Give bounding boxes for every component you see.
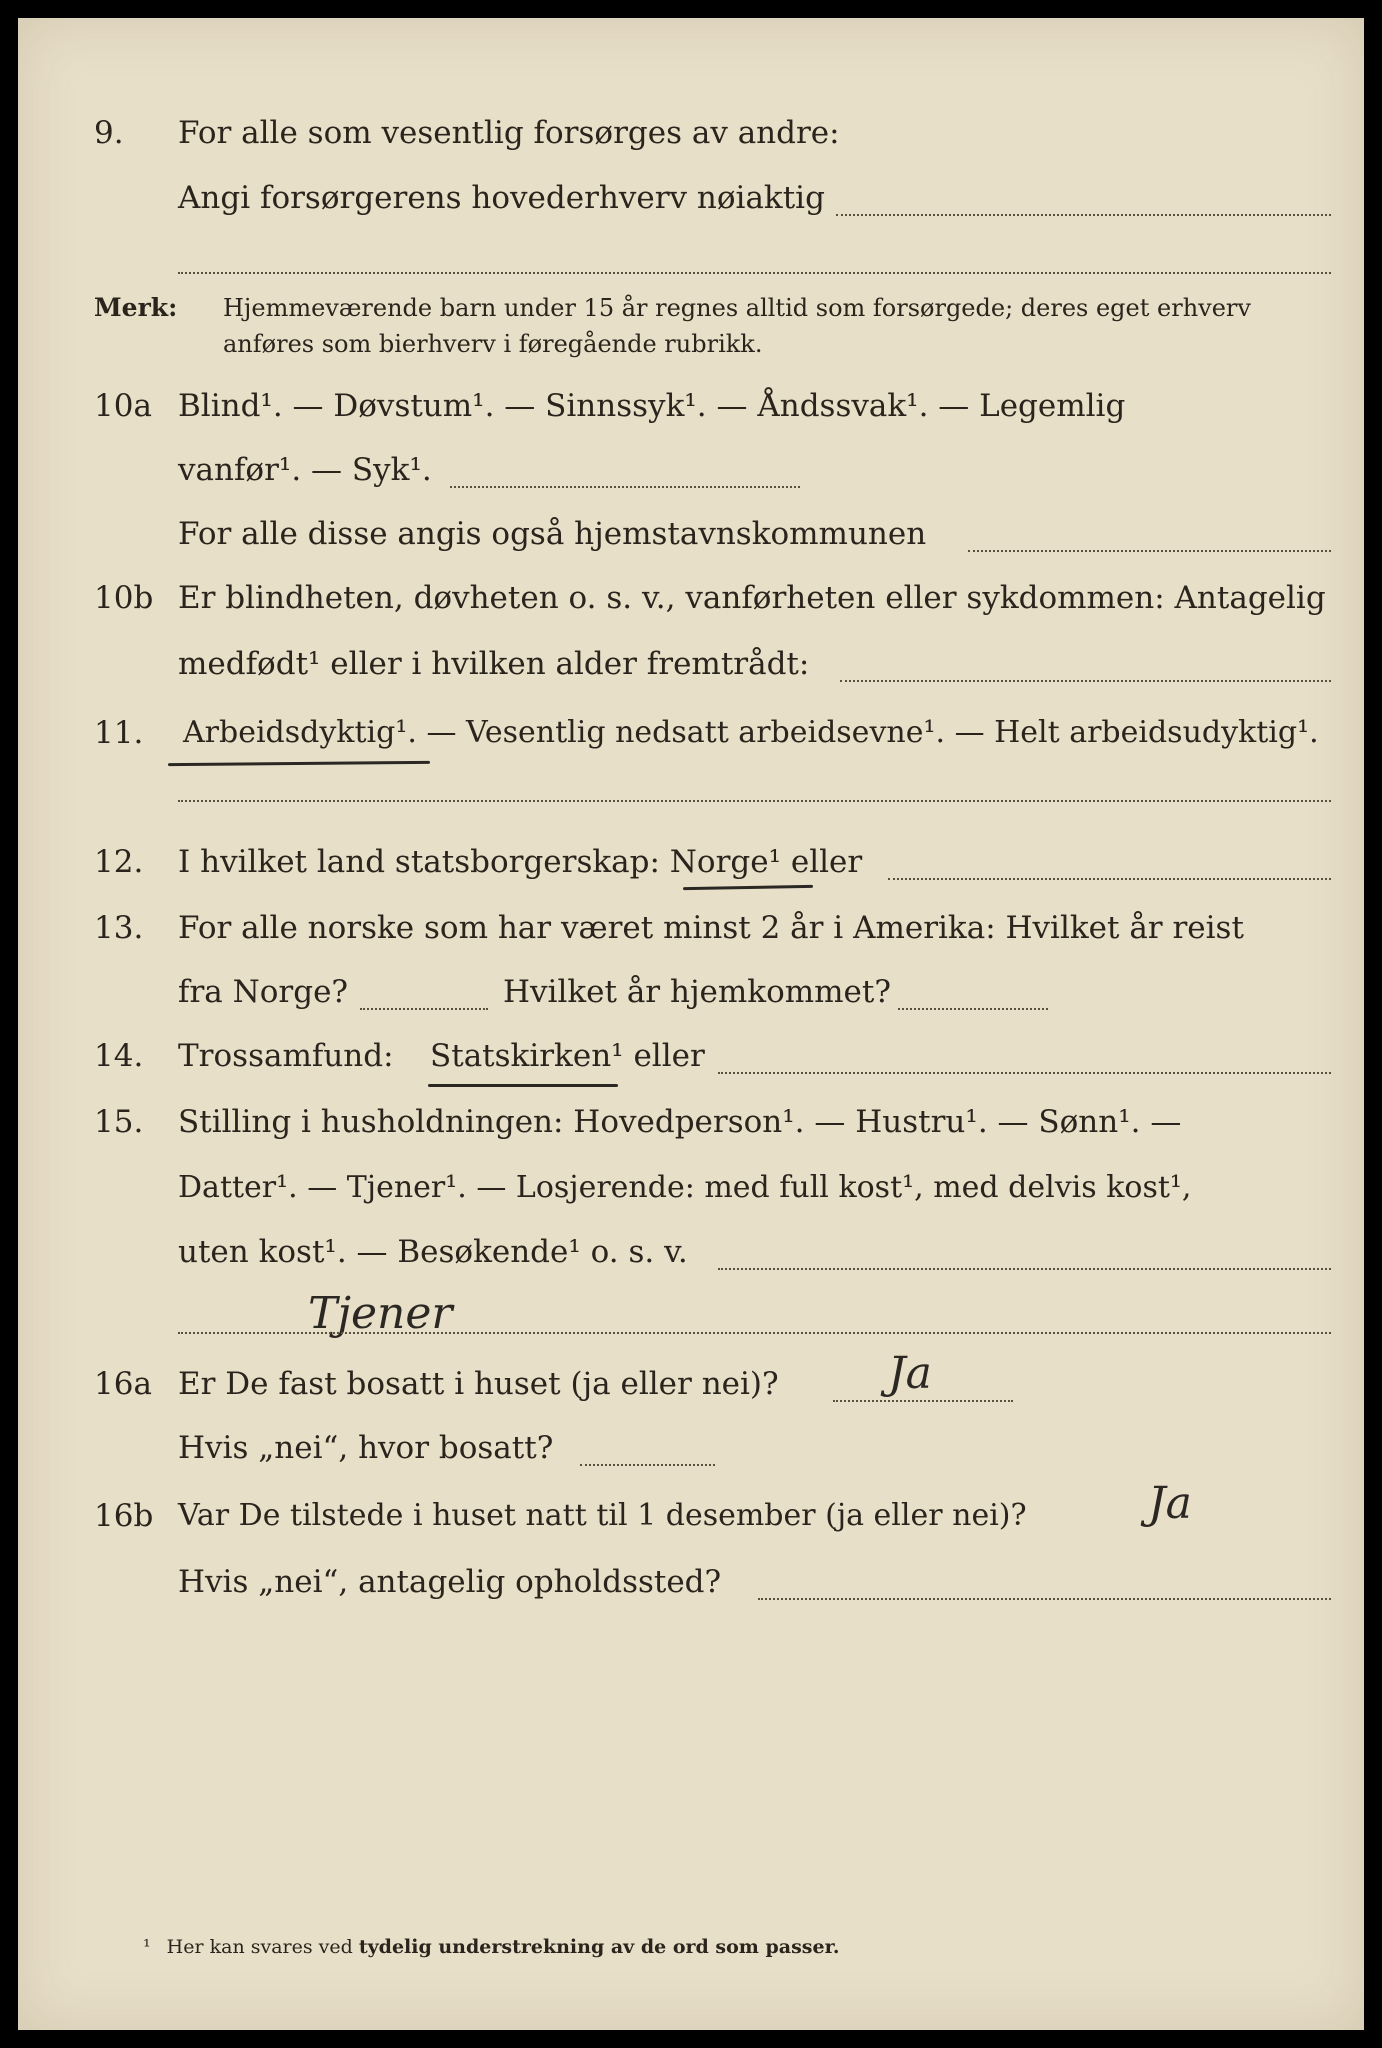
question-text: medfødt¹ eller i hvilken alder fremtrådt:	[178, 646, 810, 682]
question-text: For alle norske som har været minst 2 år i Amerika: Hvilket år reist	[178, 910, 1244, 946]
question-number: 16a	[94, 1366, 152, 1402]
question-16a-line2	[18, 1428, 1364, 1468]
question-text: Hvis „nei“, antagelig opholdssted?	[178, 1564, 722, 1600]
footnote	[143, 1936, 839, 1958]
answer-line[interactable]	[178, 1332, 1331, 1334]
question-text: I hvilket land statsborgerskap: Norge¹ eller	[178, 844, 863, 880]
answer-line[interactable]	[968, 550, 1331, 552]
answer-line[interactable]	[888, 878, 1331, 880]
question-number: 15.	[94, 1104, 144, 1140]
question-9-line2	[18, 178, 1364, 218]
question-13-line2	[18, 972, 1364, 1012]
answer-line[interactable]	[718, 1072, 1331, 1074]
answer-line[interactable]	[758, 1598, 1331, 1600]
answer-line[interactable]	[450, 486, 800, 488]
handwritten-underline	[683, 885, 813, 890]
question-number: 10b	[94, 580, 154, 616]
question-11	[18, 713, 1364, 753]
question-15-line3	[18, 1232, 1364, 1272]
question-10a-line3	[18, 514, 1364, 554]
answer-line[interactable]	[178, 272, 1331, 274]
question-16a	[18, 1364, 1364, 1404]
census-form-page	[18, 18, 1364, 2030]
footnote-mark: ¹	[143, 1936, 151, 1958]
handwritten-underline	[428, 1084, 618, 1087]
question-16b-line2	[18, 1562, 1364, 1602]
answer-line[interactable]	[898, 1008, 1048, 1010]
handwritten-answer: Ja	[888, 1348, 932, 1399]
question-text: Hvilket år hjemkommet?	[503, 974, 891, 1010]
note-label: Merk:	[94, 293, 178, 322]
handwritten-answer: Ja	[1148, 1478, 1192, 1529]
answer-line[interactable]	[718, 1268, 1331, 1270]
handwritten-underline	[168, 761, 430, 766]
question-text: Er De fast bosatt i huset (ja eller nei)?	[178, 1366, 779, 1402]
answer-line[interactable]	[833, 1400, 1013, 1402]
question-text: Arbeidsdyktig¹. — Vesentlig nedsatt arbeidsevne¹. — Helt arbeidsudyktig¹.	[183, 715, 1319, 750]
question-text: For alle disse angis også hjemstavnskommunen	[178, 516, 927, 552]
question-text: uten kost¹. — Besøkende¹ o. s. v.	[178, 1234, 688, 1270]
answer-line[interactable]	[580, 1464, 715, 1466]
note-line2	[18, 324, 1364, 364]
note-text: Hjemmeværende barn under 15 år regnes alltid som forsørgede; deres eget erhverv	[223, 294, 1251, 322]
question-text: Angi forsørgerens hovederhverv nøiaktig	[178, 180, 825, 216]
question-text: For alle som vesentlig forsørges av andre:	[178, 115, 840, 151]
question-text: Stilling i husholdningen: Hovedperson¹. — Hustru¹. — Sønn¹. —	[178, 1104, 1182, 1140]
question-15-line2	[18, 1168, 1364, 1208]
question-9	[18, 113, 1364, 153]
question-text: Er blindheten, døvheten o. s. v., vanførheten eller sykdommen: Antagelig	[178, 580, 1326, 616]
question-text: Trossamfund:	[178, 1038, 394, 1074]
note-line1	[18, 288, 1364, 328]
question-10b-line2	[18, 644, 1364, 684]
question-number: 14.	[94, 1038, 144, 1074]
question-text: fra Norge?	[178, 974, 349, 1010]
question-text: Blind¹. — Døvstum¹. — Sinnssyk¹. — Åndssvak¹. — Legemlig	[178, 388, 1126, 424]
question-text: Statskirken¹ eller	[430, 1038, 705, 1074]
question-number: 10a	[94, 388, 152, 424]
question-12	[18, 842, 1364, 882]
question-15	[18, 1102, 1364, 1142]
answer-line[interactable]	[178, 800, 1331, 802]
question-text: Datter¹. — Tjener¹. — Losjerende: med full kost¹, med delvis kost¹,	[178, 1170, 1192, 1205]
footnote-text: Her kan svares ved	[166, 1936, 353, 1958]
question-number: 9.	[94, 115, 124, 151]
answer-line[interactable]	[360, 1008, 488, 1010]
question-14	[18, 1036, 1364, 1076]
answer-line[interactable]	[840, 680, 1331, 682]
question-text: Hvis „nei“, hvor bosatt?	[178, 1430, 554, 1466]
question-10a-line2	[18, 450, 1364, 490]
question-text: vanfør¹. — Syk¹.	[178, 452, 432, 488]
note-text: anføres som bierhverv i føregående rubrikk.	[223, 330, 763, 358]
question-10b	[18, 578, 1364, 618]
question-text: Var De tilstede i huset natt til 1 desember (ja eller nei)?	[178, 1498, 1027, 1533]
handwritten-answer: Tjener	[308, 1288, 453, 1339]
question-number: 13.	[94, 910, 144, 946]
footnote-bold-text: tydelig understrekning av de ord som passer.	[358, 1936, 840, 1958]
question-number: 11.	[94, 715, 144, 751]
question-10a	[18, 386, 1364, 426]
question-13	[18, 908, 1364, 948]
question-number: 16b	[94, 1498, 154, 1534]
answer-line[interactable]	[836, 214, 1331, 216]
question-number: 12.	[94, 844, 144, 880]
